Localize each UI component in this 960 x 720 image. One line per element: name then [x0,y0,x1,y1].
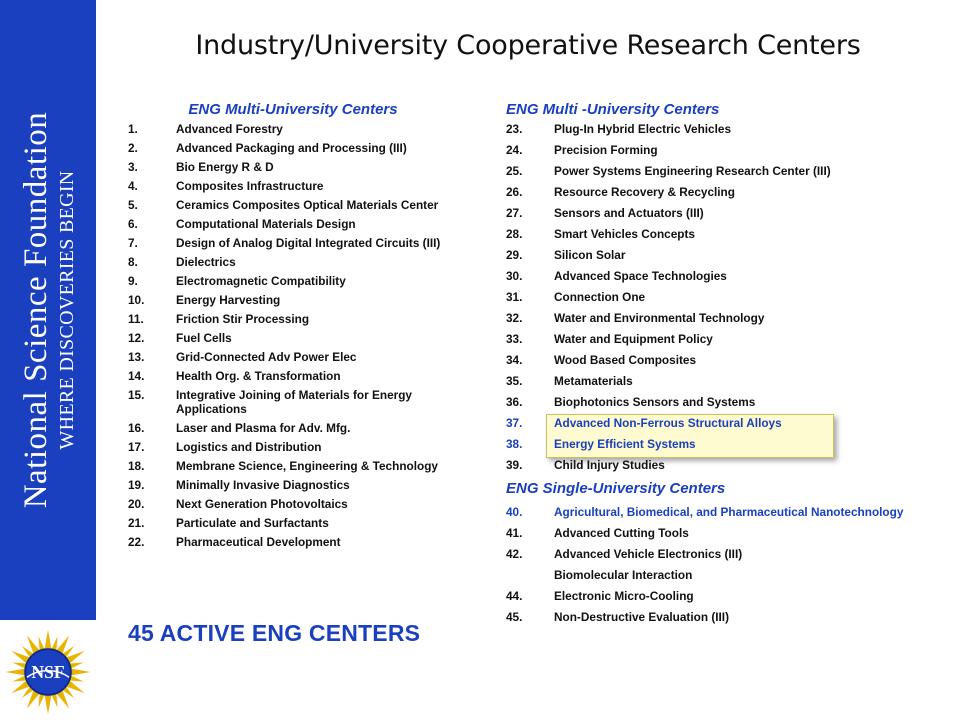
center-list-item [128,312,468,326]
item-number: 13. [128,350,145,364]
item-number: 9. [128,274,138,288]
item-label: Connection One [554,290,646,304]
item-label: Sensors and Actuators (III) [554,206,704,220]
center-list-item [128,388,468,416]
center-list-item [506,547,906,561]
item-number: 15. [128,388,145,402]
left-column [128,100,468,554]
sidebar-title: National Science Foundation [18,111,54,509]
center-list-item [128,141,468,155]
item-number: 11. [128,312,144,326]
right-column [506,100,906,631]
item-number: 39. [506,458,523,472]
center-list-item [506,589,906,603]
center-list-item [506,610,906,624]
item-label: Advanced Packaging and Processing (III) [176,141,407,155]
item-label: Electromagnetic Compatibility [176,274,346,288]
item-number: 27. [506,206,523,220]
item-label: Ceramics Composites Optical Materials Center [176,198,439,212]
item-number: 7. [128,236,138,250]
item-label: Fuel Cells [176,331,232,345]
center-list-item [506,290,906,304]
center-list-item [506,248,906,262]
center-list-item [506,505,906,519]
item-label: Energy Harvesting [176,293,281,307]
center-list-item [506,164,906,178]
center-list-item [506,227,906,241]
item-number: 30. [506,269,523,283]
item-label: Electronic Micro-Cooling [554,589,694,603]
nsf-logo-icon [4,628,92,716]
center-list-item [506,122,906,136]
center-list-item [506,374,906,388]
center-list-item [506,395,906,409]
single-university-heading: ENG Single-University Centers [506,480,726,497]
item-number: 41. [506,526,523,540]
center-list-item [506,568,906,582]
item-label: Advanced Cutting Tools [554,526,689,540]
center-list-item [128,198,468,212]
item-label: Wood Based Composites [554,353,697,367]
item-number: 25. [506,164,523,178]
item-label: Silicon Solar [554,248,626,262]
item-number: 22. [128,535,145,549]
item-label: Energy Efficient Systems [554,437,696,451]
item-number: 12. [128,331,145,345]
center-list-item [128,236,468,250]
center-list-item [128,369,468,383]
item-label: Particulate and Surfactants [176,516,329,530]
center-list-item [128,421,468,435]
item-number: 4. [128,179,138,193]
center-list-item [506,458,906,472]
item-label: Health Org. & Transformation [176,369,341,383]
item-number: 32. [506,311,523,325]
item-label: Precision Forming [554,143,658,157]
item-label: Biophotonics Sensors and Systems [554,395,756,409]
item-label: Pharmaceutical Development [176,535,341,549]
center-list-item [128,293,468,307]
item-number: 35. [506,374,523,388]
center-list-item [128,440,468,454]
item-number: 21. [128,516,145,530]
right-column-heading: ENG Multi -University Centers [506,101,720,118]
item-label: Computational Materials Design [176,217,356,231]
item-label: Smart Vehicles Concepts [554,227,695,241]
item-label: Next Generation Photovoltaics [176,497,348,511]
item-number: 10. [128,293,145,307]
item-number: 44. [506,589,523,603]
center-list-item [128,274,468,288]
item-number: 20. [128,497,145,511]
item-number: 17. [128,440,145,454]
item-label: Friction Stir Processing [176,312,310,326]
single-center-list [506,505,906,624]
sidebar-subtitle: WHERE DISCOVERIES BEGIN [56,170,78,450]
item-label: Non-Destructive Evaluation (III) [554,610,730,624]
item-number: 1. [128,122,138,136]
item-number: 2. [128,141,138,155]
item-number: 16. [128,421,145,435]
item-number: 23. [506,122,523,136]
item-label: Water and Environmental Technology [554,311,765,325]
item-label: Biomolecular Interaction [554,568,693,582]
center-list-item [506,437,906,451]
item-number: 24. [506,143,523,157]
item-label: Advanced Non-Ferrous Structural Alloys [554,416,782,430]
item-label: Advanced Space Technologies [554,269,727,283]
item-label: Minimally Invasive Diagnostics [176,478,350,492]
center-list-item [506,526,906,540]
item-label: Composites Infrastructure [176,179,324,193]
center-list-item [128,535,468,549]
item-label: Bio Energy R & D [176,160,274,174]
item-number: 34. [506,353,523,367]
item-number: 42. [506,547,523,561]
center-list-item [128,459,468,473]
center-list-item [128,217,468,231]
center-list-item [506,185,906,199]
center-list-item [506,332,906,346]
item-number: 3. [128,160,138,174]
left-column-heading: ENG Multi-University Centers [188,101,398,118]
item-label: Agricultural, Biomedical, and Pharmaceutical Nanotechnology [554,505,904,519]
center-list-item [506,143,906,157]
item-label: Advanced Vehicle Electronics (III) [554,547,743,561]
page-title: Industry/University Cooperative Research Centers [195,30,861,61]
center-list-item [128,516,468,530]
item-label: Logistics and Distribution [176,440,322,454]
center-list-item [128,122,468,136]
item-label: Resource Recovery & Recycling [554,185,735,199]
item-number [506,568,554,582]
item-number: 29. [506,248,523,262]
center-list-item [128,255,468,269]
item-label: Plug-In Hybrid Electric Vehicles [554,122,732,136]
item-number: 33. [506,332,523,346]
item-number: 8. [128,255,138,269]
item-label: Advanced Forestry [176,122,283,136]
item-label: Laser and Plasma for Adv. Mfg. [176,421,351,435]
nsf-sidebar [0,0,96,620]
item-label: Design of Analog Digital Integrated Circuits (III) [176,236,441,250]
center-list-item [128,497,468,511]
item-label: Child Injury Studies [554,458,665,472]
item-number: 6. [128,217,138,231]
item-number: 14. [128,369,145,383]
center-list-item [128,179,468,193]
right-center-list [506,122,906,472]
center-list-item [506,311,906,325]
left-center-list [128,122,468,549]
item-label: Metamaterials [554,374,633,388]
active-centers-count: 45 ACTIVE ENG CENTERS [128,620,421,646]
center-list-item [128,331,468,345]
sidebar-text [0,10,96,610]
item-label: Power Systems Engineering Research Center (III) [554,164,831,178]
svg-text:NSF: NSF [31,662,65,683]
item-label: Dielectrics [176,255,236,269]
center-list-item [128,478,468,492]
item-number: 31. [506,290,523,304]
item-number: 26. [506,185,523,199]
item-label: Water and Equipment Policy [554,332,713,346]
item-number: 45. [506,610,523,624]
item-label: Integrative Joining of Materials for Energy Applications [176,388,412,416]
center-list-item [128,160,468,174]
center-list-item [128,350,468,364]
center-list-item [506,206,906,220]
item-number: 28. [506,227,523,241]
center-list-item [506,416,906,430]
item-number: 18. [128,459,145,473]
item-number: 40. [506,505,523,519]
item-number: 38. [506,437,523,451]
item-number: 19. [128,478,145,492]
item-label: Membrane Science, Engineering & Technology [176,459,438,473]
item-number: 5. [128,198,138,212]
center-list-item [506,269,906,283]
center-list-item [506,353,906,367]
item-number: 36. [506,395,523,409]
item-number: 37. [506,416,523,430]
item-label: Grid-Connected Adv Power Elec [176,350,357,364]
